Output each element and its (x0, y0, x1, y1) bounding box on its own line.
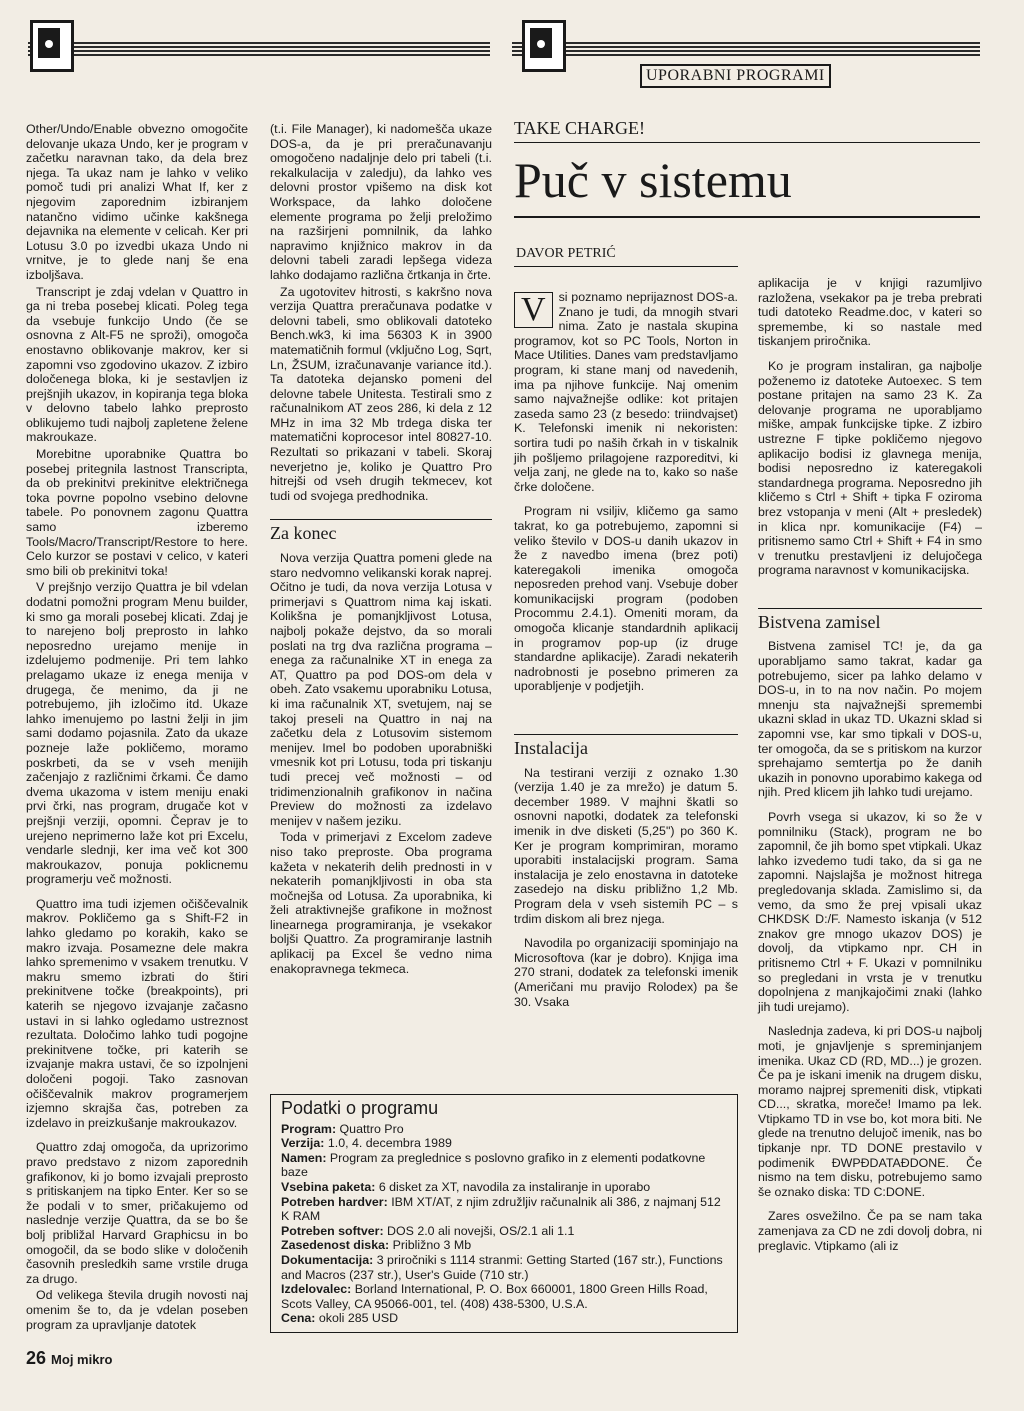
paragraph: Morebitne uporabnike Quattra bo posebej pritegnila lastnost Transcripta, da ob prekinitvi prekinitve električnega toka povrne popolno vsebino delovne tabele. Po ponovnem zagonu Quattra samo izberemo Tools/Macro/Transcript/Restore to here. Celo kurzor se postavi v celico, v kateri smo bili ob prekinitvi toka! (26, 447, 248, 578)
paragraph: Toda v primerjavi z Excelom zadeve niso tako preproste. Oba programa kažeta v nekaterih delih prednosti in v nekaterih pomanjkljivosti in oba sta močnejša od Lotusa. Za uporabnika, ki želi atraktivnejše grafikone in možnost linearnega programiranja, je vsekakor boljši Quattro. Za programiranje lastnih aplikacij pa Excel še vedno nima enakopravnega tekmeca. (270, 830, 492, 976)
paragraph: Naslednja zadeva, ki pri DOS-u najbolj moti, je gnjavljenje s spreminjanjem imenika. Ukaz CD (RD, MD...) je grozen. Če pa je iskani imenik na drugem disku, moramo najprej spremeniti disk, vtipkati CD..., skratka, moreče! Imamo pa lek. Vtipkamo TD in vse bo, kot mora biti. Ne glede na trenutno delujoč imenik, nas bo tipkanje npr. TD DONE prestavilo v podimenik ĐWPĐDATAĐDONE. Če nismo na tem disku, potrebujemo samo še oznako diska: TD C:DONE. (758, 1024, 982, 1199)
magazine-name: Moj mikro (51, 1352, 113, 1367)
info-row: Cena: okoli 285 USD (281, 1311, 399, 1326)
info-row: Potreben hardver: IBM XT/AT, z njim združljiv računalnik ali 386, z najmanj 512 K RAM (281, 1194, 721, 1224)
paragraph: Quattro ima tudi izjemen očiščevalnik makrov. Pokličemo ga s Shift-F2 in lahko gledamo po korakih, kako se makro izvaja. Posamezne dele makra lahko spremenimo v vsakem trenutku. V makru smemo izbrati do štiri prekinitvene točke (breakpoints), pri katerih se njegovo izvajanje začasno ustavi in si lahko ogledamo ustreznost rezultata. Določimo lahko tudi pogojne prekinitvene točke, pri katerih se izvajanje makra ustavi, če so izpolnjeni določeni pogoji. Tako zasnovan očiščevalnik makrov programerjem izjemno skrajša čas, potreben za izdelavo in preizkušanje makroukazov. (26, 896, 248, 1130)
paragraph: Na testirani verziji z oznako 1.30 (verzija 1.40 je za mrežo) je datum 5. december 1989. V majhni škatli so osnovni napotki, dodatek za telefonski imenik in dve disketi (5,25") po 360 K. Ker je program komprimiran, moramo uporabiti instalacijski program. Sama instalacija je zelo enostavna in datoteke zasedejo na disku približno 1,2 Mb. Program dela v vseh sistemih PC – s trdim diskom ali brez njega. (514, 765, 738, 926)
author: DAVOR PETRIĆ (516, 246, 616, 261)
paragraph: Navodila po organizaciji spominjajo na Microsoftova (kar je dobro). Knjiga ima 270 strani, dodatek za telefonski imenik (Američani mu pravijo Rolodex) pa še 30. Vsaka (514, 936, 738, 1009)
subheading-bistvena-zamisel: Bistvena zamisel (758, 608, 982, 630)
divider (514, 142, 980, 143)
paragraph: Od velikega števila drugih novosti naj omenim še to, da je vdelan poseben program za upravljanje datotek (26, 1288, 248, 1332)
info-row: Vsebina paketa: 6 disket za XT, navodila za instaliranje in uporabo (281, 1179, 651, 1194)
info-row: Namen: Program za preglednice s poslovno grafiko in z elementi podatkovne baze (281, 1150, 706, 1180)
divider (514, 266, 738, 267)
page-number: 26 (26, 1348, 47, 1368)
info-row: Program: Quattro Pro (281, 1121, 404, 1136)
column-3 (514, 290, 738, 1011)
paragraph: Nova verzija Quattra pomeni glede na staro nedvomno velikanski korak naprej. Očitno je tudi, da nova verzija Lotusa v primerjavi s Quattrom nima kaj iskati. Kolikšna je pomanjkljivost Lotusa, najbolj pokaže dejstvo, da so morali poslati na trg dva različna programa – enega za računalnike XT in enega za AT, Quattro pa pod DOS-om dela v obeh. Zato vsakemu uporabniku Lotusa, ki ima računalnik XT, svetujem, naj se takoj preseli na Quattro in naj na začetku dela z Lotusovim sistemom menijev. Imel bo podoben uporabniški vmesnik kot pri Lotusu, toda pri tiskanju tudi precej več možnosti – od tridimenzionalnih grafikonov in načina Preview do možnosti za izdelavo menijev v našem jeziku. (270, 551, 492, 828)
paragraph: V prejšnjo verzijo Quattra je bil vdelan dodatni pomožni program Menu builder, ki smo ga morali posebej klicati. Zdaj je to narejeno bolj preprosto in lahko neposredno urejamo menije in izdelujemo podmenije. Pri tem lahko prelagamo ukaze iz enega menija v drugega, če menimo, da ji ne potrebujemo, jih izločimo itd. Ukaze lahko imenujemo po lastni želji in jim sami dodamo pojasnila. Zato da ukaze pozneje laže pokličemo, moramo poskrbeti, da se v vseh menijih začenjajo z različnimi črkami. Če damo dvema ukazoma v istem meniju enaki prvi črki, nas program, drugače kot v prejšnji verziji, opomni. Čeprav je to urejeno neprimerno laže kot pri Excelu, vendarle slednji, ker ima več kot 300 makroukazov, ponuja poklicnemu programerju več možnosti. (26, 580, 248, 887)
lead-paragraph (514, 290, 738, 494)
drop-cap: V (514, 292, 553, 328)
column-1 (26, 122, 248, 1334)
floppy-disk-icon (30, 20, 74, 72)
info-row: Potreben softver: DOS 2.0 ali novejši, OS/2.1 ali 1.1 (281, 1223, 575, 1238)
paragraph: Quattro zdaj omogoča, da uprizorimo pravo predstavo z nizom zaporednih grafikonov, ki jo bomo izvajali preprosto s pritiskanjem na tipko Enter. Ker so se že podali v to smer, pričakujemo od naslednje verzije Quattra, da se bo še bolj približal Harvard Graphicsu in bo omogočil, da se bodo slike v določenih časovnih presledkih same vrstile druga za drugo. (26, 1140, 248, 1286)
paragraph: Transcript je zdaj vdelan v Quattro in ga ni treba posebej klicati. Poleg tega da vsebuje funkcijo Undo (če se osnovna z Alt-F5 ne sproži), omogoča enostavno oblikovanje makrov, ker si zapomni vso zgodovino ukazov. Z izbiro določenega bloka, ki je sestavljen iz prejšnjih ukazov, in kopiranja tega bloka v delovno tabelo lahko preprosto oblikujemo tudi najbolj zapletene želene makroukaze. (26, 284, 248, 445)
paragraph: Program ni vsiljiv, kličemo ga samo takrat, ko ga potrebujemo, zapomni si veliko število v DOS-u danih ukazov in že z navedbo imena (brez poti) kateregakoli imenika omogoča neposreden prehod vanj. Vsebuje dober komunikacijski program (podoben Procommu 2.4.1). Omeniti moram, da omogoča klicanje standardnih aplikacij in programov pop-up (iz druge standardne aplikacije). Zaradi nekaterih nadrobnosti je posebno primeren za uporabljenje v podjetjih. (514, 504, 738, 694)
info-row: Zasedenost diska: Približno 3 Mb (281, 1238, 472, 1253)
paragraph: Bistvena zamisel TC! je, da ga uporabljamo samo takrat, kadar ga potrebujemo, sicer pa lahko delamo v DOS-u, in to na nov način. Po mojem mnenju sta najvažnejši spremembi ukazni sklad in ukaz TD. Ukazni sklad si zapomni vse, kar smo tipkali v DOS-u, ter omogoča, da se s pritiskom na kurzor sprehajamo semtertja po že danih ukazih in ponovno uporabimo kakega od njih. Pred klicem jih lahko tudi urejamo. (758, 639, 982, 800)
floppy-disk-icon (522, 20, 566, 72)
subheading-za-konec: Za konec (270, 519, 492, 541)
column-4 (758, 276, 982, 1255)
paragraph: Other/Undo/Enable obvezno omogočite delovanje ukaza Undo, ker je program v začetku naravnan tako, da dela brez njega. Ta ukaz nam je lahko v veliko pomoč tudi pri analizi What If, ker z njegovim zaporednim izbiranjem natančno vidimo učinke kakšnega dejavnika na elemente v celicah. Ker pri Lotusu 3.0 po izvedbi ukaza Undo ni vrnitve, je to glede nanj še ena izboljšava. (26, 122, 248, 282)
paragraph: Ko je program instaliran, ga najbolje poženemo iz datoteke Autoexec. S tem postane pritajen na samo 23 K. Za delovanje programa ne uporabljamo miške, ampak funkcijske tipke. Z izbiro ustrezne F tipke pokličemo njegovo aplikacijo bodisi iz glavnega menija, bodisi neposredno iz kateregakoli standardnega programa. Neposredno jih kličemo s Ctrl + Shift + tipka F oziroma brez vstopanja v meni (Alt + presledek) in klica npr. komunikacije (F4) – pritisnemo samo Ctrl + Shift + F4 in smo v trenutku prestavljeni iz delujočega programa naravnost v komunikacijska. (758, 358, 982, 578)
paragraph: Zares osvežilno. Če pa se nam taka zamenjava za CD ne zdi dovolj dobra, ni preglavic. Vtipkamo (ali iz (758, 1209, 982, 1253)
header-stripe-left (28, 42, 490, 58)
info-row: Verzija: 1.0, 4. decembra 1989 (281, 1136, 452, 1151)
paragraph: aplikacija je v knjigi razumljivo razložena, vsekakor pa je treba prebrati tudi datoteko Readme.doc, v kateri so spremembe, ki so nastale med tiskanjem priročnika. (758, 276, 982, 349)
kicker: TAKE CHARGE! (514, 118, 646, 138)
section-tag: UPORABNI PROGRAMI (640, 64, 831, 88)
info-row: Izdelovalec: Borland International, P. O. Box 660001, 1800 Green Hills Road, Scots Valley, CA 95066-001, tel. (408) 438-5300, U.S.A. (281, 1282, 708, 1311)
info-row: Dokumentacija: 3 priročniki s 1114 stranmi: Getting Started (167 str.), Functions and Macros (237 str.), User's Guide (710 str.) (281, 1252, 723, 1282)
divider (514, 216, 980, 218)
program-info-box (270, 1094, 738, 1333)
article-title: Puč v sistemu (514, 152, 792, 208)
column-2 (270, 122, 492, 978)
paragraph: (t.i. File Manager), ki nadomešča ukaze DOS-a, da je pri preračunavanju omogočeno nadaljnje delo pri tabeli (t.i. rekalkulacija v zaledju), da lahko ves delovni prostor vpišemo na disk kot Workspace, da lahko določene elemente programa po želji preložimo na razširjeni pomnilnik, da lahko napravimo knjižnico makrov in da delovni tabeli zaradi lepšega videza lahko dodajamo različna črtkanja in črte. (270, 122, 492, 282)
page-footer (26, 1348, 112, 1369)
subheading-instalacija: Instalacija (514, 734, 738, 756)
header-stripe-right (512, 42, 980, 58)
info-box-title: Podatki o programu (281, 1098, 439, 1118)
paragraph: Povrh vsega si ukazov, ki so že v pomnilniku (Stack), program ne bo zapomnil, če jih bomo spet vtipkali. Ukaz lahko izvedemo tudi tako, da si ga ne zapomni. Najslajša je možnost hitrega pregledovanja sklada. Zamislimo si, da vemo, da smo že prej vpisali ukaz CHKDSK D:/F. Namesto iskanja (v 512 znakov gre mnogo ukazov DOS) je dovolj, da vtipkamo npr. CH in pritisnemo Ctrl + F. Ukazi v pomnilniku so pregledani in vrsta je v trenutku dopolnjena z manjkajočimi znaki (lahko jih tudi urejamo). (758, 810, 982, 1014)
paragraph: Za ugotovitev hitrosti, s kakršno nova verzija Quattra preračunava podatke v delovni tabeli, smo oblikovali datoteko Bench.wk3, ki ima 56303 K in 3900 matematičnih formul (vključno Log, Sqrt, Ln, ŽSUM, izračunavanje variance itd.). Ta datoteka dejansko pomeni del delovne tabele Unitesta. Testirali smo z računalnikom AT zeos 286, ki dela z 12 MHz in ima 32 Mb trdega diska ter matematični koprocesor intel 80827-10. Rezultati so prikazani v tabeli. Skoraj neverjetno je, koliko je Quattro Pro hitrejši od vseh drugih tekmecev, kot tudi od svojega predhodnika. (270, 284, 492, 503)
lead-text: si poznamo neprijaznost DOS-a. Znano je tudi, da mnogih stvari nima. Zato je nastala skupina programov, kot so PC Tools, Norton in Mace Utilities. Danes vam predstavljamo program, ki stane manj od navedenih, ima pa njihove funkcije. Naj omenim samo najvažnejše odlike: kot pritajen zaseda samo 23 (z besedo: triindvajset) K. Telefonski imenik ni nekoristen: sortira tudi po naših črkah in v tiskalnik jih pošljemo prilagojene razporeditvi, ki velja zanj, ne glede na to, kako so naše črke določene. (514, 290, 738, 494)
